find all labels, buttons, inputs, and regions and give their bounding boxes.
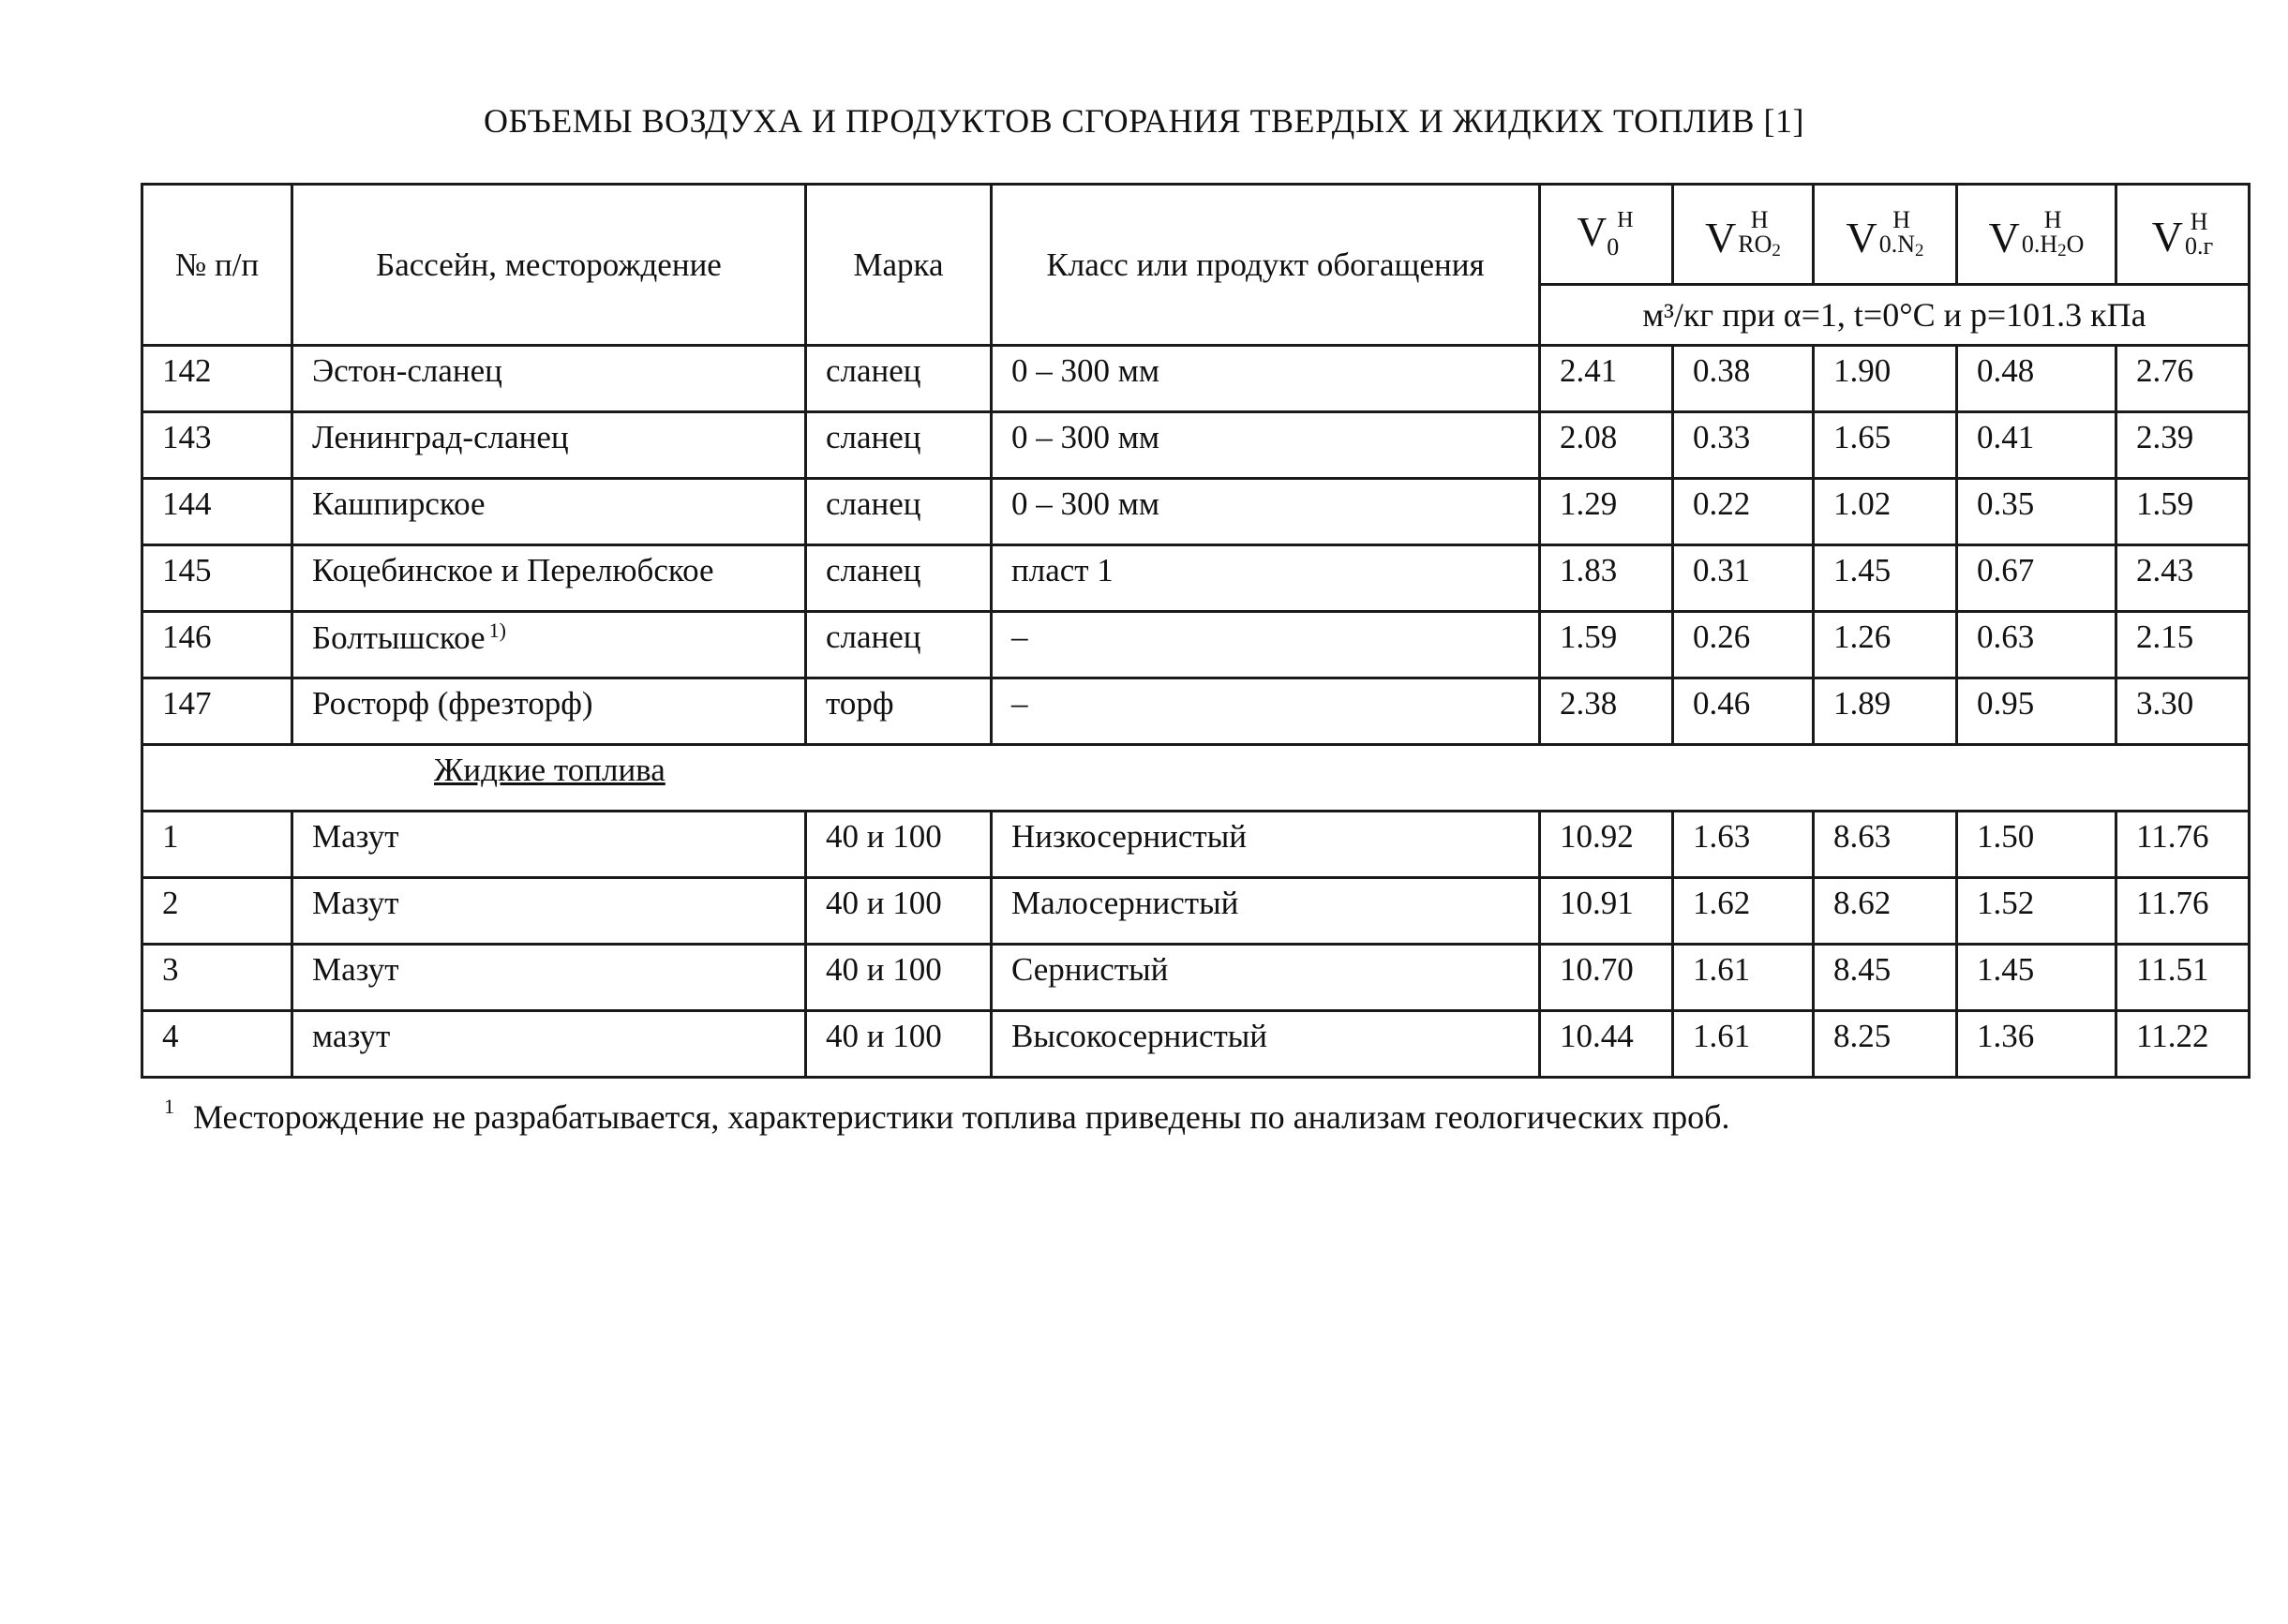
cell-vn2: 8.62	[1814, 878, 1957, 945]
section-row-liquid-fuels	[142, 745, 2250, 812]
vro2-sup: Н	[1750, 206, 1769, 233]
cell-brand: сланец	[806, 479, 992, 545]
cell-basin: Росторф (фрезторф)	[292, 678, 806, 745]
v0-sub: 0	[1607, 232, 1620, 261]
cell-brand: 40 и 100	[806, 878, 992, 945]
cell-vg: 2.15	[2116, 612, 2250, 678]
cell-vg: 11.76	[2116, 878, 2250, 945]
cell-num: 142	[142, 346, 292, 412]
cell-num: 4	[142, 1011, 292, 1078]
vg-sup: Н	[2190, 207, 2208, 235]
cell-brand: сланец	[806, 412, 992, 479]
cell-vro2: 0.33	[1673, 412, 1814, 479]
vg-sub: 0.г	[2185, 231, 2214, 260]
cell-v0: 10.91	[1540, 878, 1673, 945]
cell-vh2o: 0.35	[1957, 479, 2116, 545]
cell-vg: 2.39	[2116, 412, 2250, 479]
cell-num: 1	[142, 812, 292, 878]
fuel-volumes-table	[141, 183, 2251, 1079]
header-vh2o	[1957, 185, 2116, 285]
table-row	[142, 479, 2250, 545]
cell-basin: Мазут	[292, 945, 806, 1011]
cell-class: пласт 1	[992, 545, 1540, 612]
cell-brand: сланец	[806, 612, 992, 678]
cell-v0: 1.29	[1540, 479, 1673, 545]
table-row	[142, 612, 2250, 678]
cell-brand: сланец	[806, 545, 992, 612]
cell-class: 0 – 300 мм	[992, 412, 1540, 479]
cell-class: 0 – 300 мм	[992, 346, 1540, 412]
cell-num: 2	[142, 878, 292, 945]
cell-vh2o: 1.50	[1957, 812, 2116, 878]
cell-class: 0 – 300 мм	[992, 479, 1540, 545]
section-label: Жидкие топлива	[434, 752, 665, 788]
cell-vro2: 1.62	[1673, 878, 1814, 945]
vh2o-sup: Н	[2043, 206, 2062, 233]
table-row	[142, 678, 2250, 745]
cell-vn2: 1.45	[1814, 545, 1957, 612]
cell-vh2o: 1.36	[1957, 1011, 2116, 1078]
vro2-sub: RO	[1738, 231, 1772, 258]
cell-v0: 10.92	[1540, 812, 1673, 878]
header-units: м³/кг при α=1, t=0°С и р=101.3 кПа	[1540, 285, 2250, 346]
header-v0	[1540, 185, 1673, 285]
cell-class: Низкосернистый	[992, 812, 1540, 878]
cell-basin: Коцебинское и Перелюбское	[292, 545, 806, 612]
cell-brand: сланец	[806, 346, 992, 412]
cell-vn2: 1.65	[1814, 412, 1957, 479]
cell-vro2: 0.46	[1673, 678, 1814, 745]
vn2-sup: Н	[1892, 206, 1910, 233]
cell-class: –	[992, 612, 1540, 678]
cell-num: 144	[142, 479, 292, 545]
basin-name: Болтышское	[312, 619, 486, 656]
footnote-marker: 1)	[488, 618, 506, 642]
v0-sup: Н	[1617, 207, 1634, 232]
header-basin: Бассейн, месторождение	[292, 185, 806, 346]
cell-vn2: 8.25	[1814, 1011, 1957, 1078]
cell-vn2: 8.63	[1814, 812, 1957, 878]
cell-vg: 2.76	[2116, 346, 2250, 412]
cell-num: 143	[142, 412, 292, 479]
cell-vn2: 1.89	[1814, 678, 1957, 745]
cell-vh2o: 0.41	[1957, 412, 2116, 479]
v0-symbol: V	[1577, 208, 1608, 255]
vh2o-sub: 0.H	[2021, 231, 2058, 258]
footnote-number: 1	[164, 1095, 174, 1118]
cell-vro2: 0.26	[1673, 612, 1814, 678]
footnote	[164, 1095, 1729, 1137]
cell-class: Малосернистый	[992, 878, 1540, 945]
cell-vro2: 0.38	[1673, 346, 1814, 412]
cell-basin: Мазут	[292, 878, 806, 945]
vh2o-symbol: V	[1988, 214, 2020, 261]
cell-v0: 2.41	[1540, 346, 1673, 412]
cell-vh2o: 0.95	[1957, 678, 2116, 745]
vg-symbol: V	[2151, 212, 2184, 261]
cell-basin: мазут	[292, 1011, 806, 1078]
cell-vg: 1.59	[2116, 479, 2250, 545]
cell-vro2: 1.61	[1673, 945, 1814, 1011]
header-class: Класс или продукт обогащения	[992, 185, 1540, 346]
header-brand: Марка	[806, 185, 992, 346]
cell-v0: 10.70	[1540, 945, 1673, 1011]
header-vn2	[1814, 185, 1957, 285]
cell-v0: 2.38	[1540, 678, 1673, 745]
header-num: № п/п	[142, 185, 292, 346]
vn2-sub: 0.N	[1878, 231, 1915, 258]
cell-vn2: 1.02	[1814, 479, 1957, 545]
cell-vh2o: 1.45	[1957, 945, 2116, 1011]
cell-v0: 10.44	[1540, 1011, 1673, 1078]
cell-vg: 11.76	[2116, 812, 2250, 878]
table-row	[142, 878, 2250, 945]
cell-brand: торф	[806, 678, 992, 745]
vn2-symbol: V	[1846, 214, 1877, 261]
cell-vg: 11.51	[2116, 945, 2250, 1011]
vh2o-sub3: O	[2066, 231, 2085, 258]
cell-num: 146	[142, 612, 292, 678]
table-row	[142, 1011, 2250, 1078]
header-vro2	[1673, 185, 1814, 285]
cell-vn2: 1.90	[1814, 346, 1957, 412]
cell-vg: 3.30	[2116, 678, 2250, 745]
cell-basin: Кашпирское	[292, 479, 806, 545]
cell-vg: 2.43	[2116, 545, 2250, 612]
table-row	[142, 945, 2250, 1011]
cell-brand: 40 и 100	[806, 945, 992, 1011]
cell-vh2o: 0.48	[1957, 346, 2116, 412]
cell-basin	[292, 612, 806, 678]
cell-vh2o: 1.52	[1957, 878, 2116, 945]
cell-num: 147	[142, 678, 292, 745]
cell-num: 3	[142, 945, 292, 1011]
cell-vro2: 1.61	[1673, 1011, 1814, 1078]
cell-brand: 40 и 100	[806, 1011, 992, 1078]
cell-class: Сернистый	[992, 945, 1540, 1011]
cell-vro2: 1.63	[1673, 812, 1814, 878]
cell-basin: Мазут	[292, 812, 806, 878]
cell-vn2: 1.26	[1814, 612, 1957, 678]
cell-basin: Ленинград-сланец	[292, 412, 806, 479]
table-row	[142, 545, 2250, 612]
table-row	[142, 812, 2250, 878]
vro2-symbol: V	[1705, 214, 1737, 261]
cell-vh2o: 0.67	[1957, 545, 2116, 612]
vh2o-sub2: 2	[2057, 241, 2067, 261]
cell-class: Высокосернистый	[992, 1011, 1540, 1078]
table-row	[142, 346, 2250, 412]
table-row	[142, 412, 2250, 479]
header-vg	[2116, 185, 2250, 285]
vro2-sub2: 2	[1772, 241, 1781, 261]
cell-v0: 2.08	[1540, 412, 1673, 479]
section-cell	[142, 745, 2250, 812]
document-title: ОБЪЕМЫ ВОЗДУХА И ПРОДУКТОВ СГОРАНИЯ ТВЕРДЫХ И ЖИДКИХ ТОПЛИВ [1]	[484, 102, 1804, 140]
cell-vro2: 0.31	[1673, 545, 1814, 612]
cell-vh2o: 0.63	[1957, 612, 2116, 678]
cell-v0: 1.83	[1540, 545, 1673, 612]
cell-brand: 40 и 100	[806, 812, 992, 878]
vn2-sub2: 2	[1915, 241, 1924, 261]
cell-vg: 11.22	[2116, 1011, 2250, 1078]
cell-class: –	[992, 678, 1540, 745]
footnote-text: Месторождение не разрабатывается, характеристики топлива приведены по анализам геологических проб.	[193, 1098, 1730, 1136]
cell-vn2: 8.45	[1814, 945, 1957, 1011]
cell-num: 145	[142, 545, 292, 612]
cell-basin: Эстон-сланец	[292, 346, 806, 412]
cell-v0: 1.59	[1540, 612, 1673, 678]
cell-vro2: 0.22	[1673, 479, 1814, 545]
